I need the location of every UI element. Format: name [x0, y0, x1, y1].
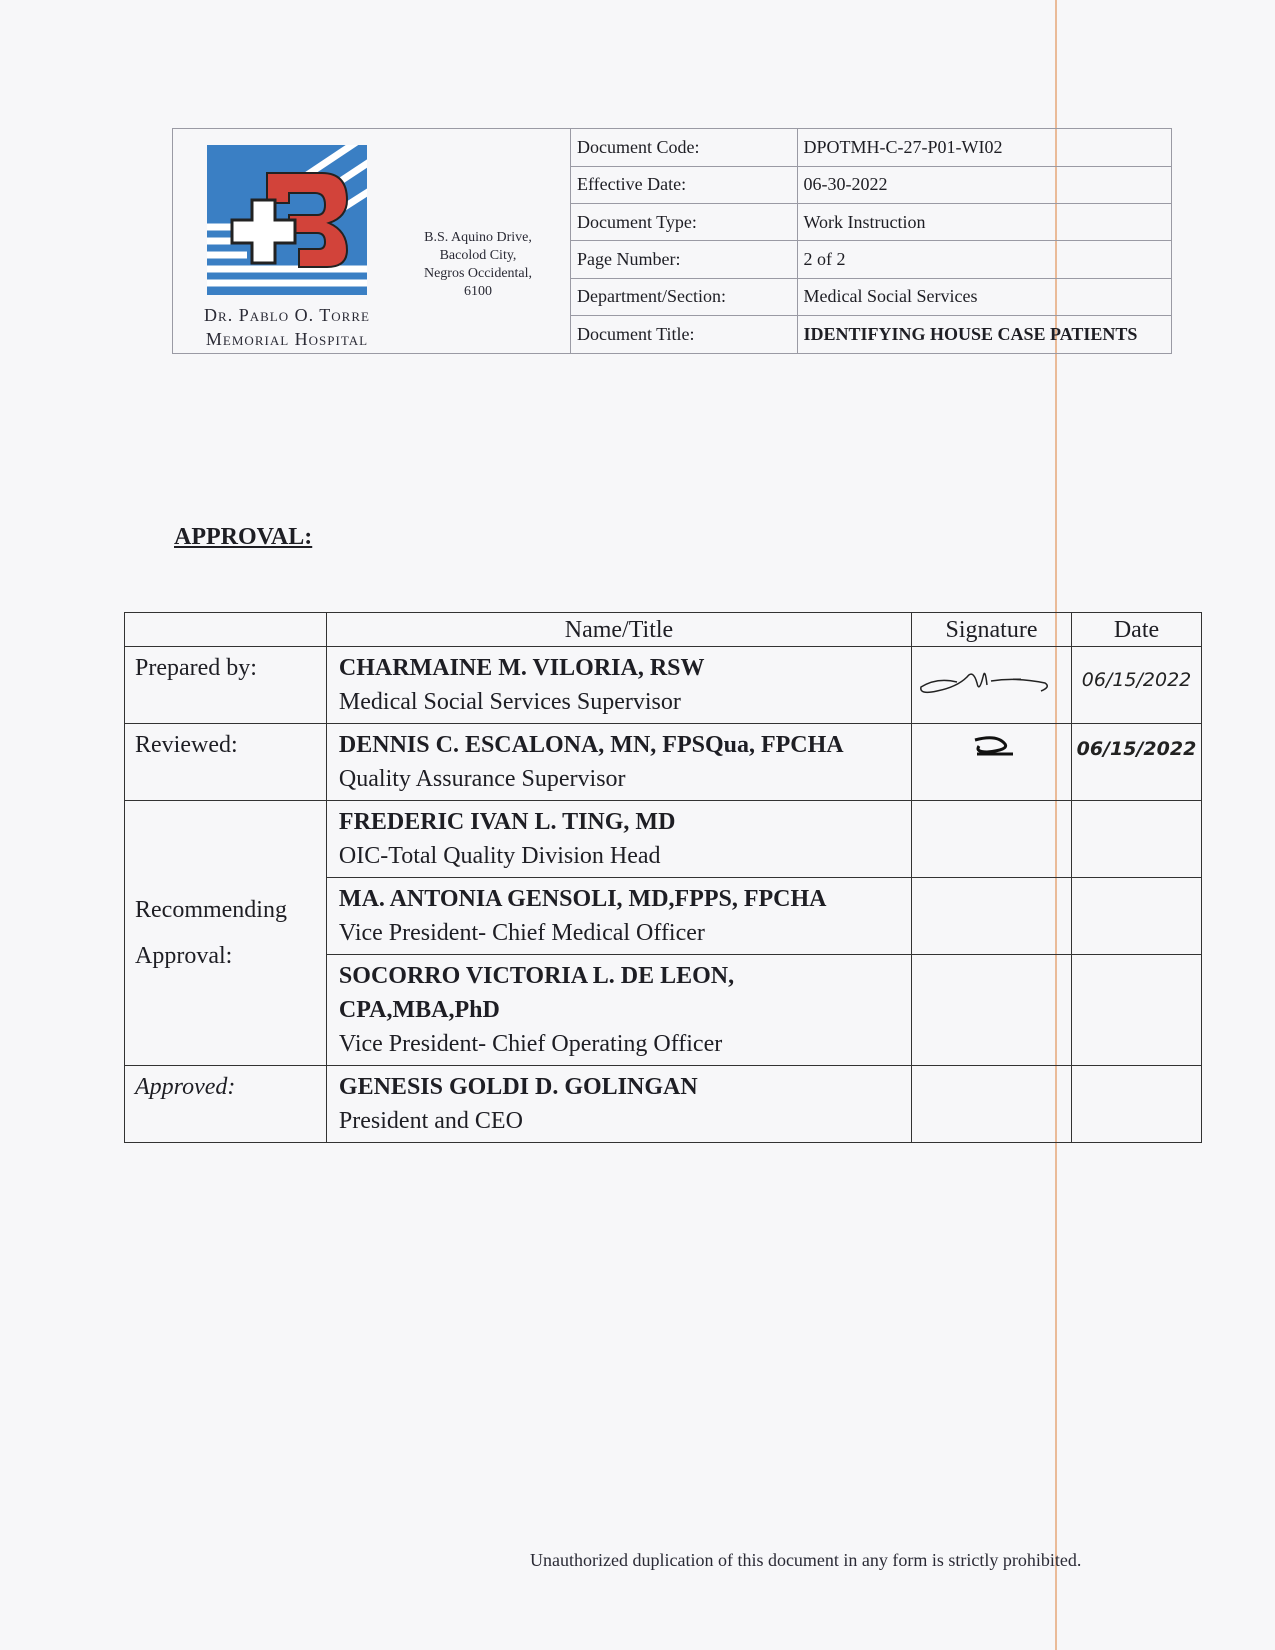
approver-title: Quality Assurance Supervisor [338, 766, 626, 792]
name-title-cell [326, 724, 911, 801]
date-cell [1071, 647, 1201, 724]
info-value: DPOTMH-C-27-P01-WI02 [797, 129, 1171, 166]
info-label: Document Type: [571, 204, 797, 241]
signature-cell [912, 724, 1072, 801]
info-label: Department/Section: [571, 278, 797, 315]
info-row [571, 316, 1171, 353]
name-title-cell [326, 1066, 911, 1143]
hospital-name-line2: Memorial Hospital [205, 329, 369, 349]
column-header: Signature [912, 613, 1072, 647]
date-cell [1071, 801, 1201, 878]
info-label: Effective Date: [571, 166, 797, 203]
name-title-cell [326, 801, 911, 878]
approver-title: President and CEO [338, 1108, 523, 1134]
info-label: Document Code: [571, 129, 797, 166]
approval-row [125, 647, 1202, 724]
approver-title: Vice President- Chief Operating Officer [338, 1031, 723, 1057]
address-line: B.S. Aquino Drive, [424, 230, 532, 245]
signature-cell [912, 878, 1072, 955]
info-value: Work Instruction [797, 204, 1171, 241]
signed-date: 06/15/2022 [1081, 669, 1192, 691]
address-line: Negros Occidental, [423, 266, 533, 281]
info-row [571, 129, 1171, 166]
info-value: 2 of 2 [797, 241, 1171, 278]
info-row [571, 241, 1171, 278]
hospital-address [403, 229, 553, 301]
approver-title: OIC-Total Quality Division Head [338, 843, 661, 869]
approver-name: FREDERIC IVAN L. TING, MD [338, 809, 676, 835]
date-cell [1071, 955, 1201, 1066]
approval-header-row [125, 613, 1202, 647]
approval-heading: APPROVAL: [174, 524, 313, 550]
role-label: Recommending Approval: [125, 801, 327, 1066]
name-title-cell [326, 878, 911, 955]
info-label: Page Number: [571, 241, 797, 278]
approval-table [124, 612, 1202, 1143]
approval-row [125, 724, 1202, 801]
info-value: Medical Social Services [797, 278, 1171, 315]
footer-notice: Unauthorized duplication of this document in any form is strictly prohibited. [530, 1550, 1082, 1570]
signature-cell [912, 801, 1072, 878]
approver-name: CHARMAINE M. VILORIA, RSW [338, 655, 705, 681]
info-value: 06-30-2022 [797, 166, 1171, 203]
approver-title: Vice President- Chief Medical Officer [338, 920, 705, 946]
column-header: Date [1071, 613, 1201, 647]
document-info-table [571, 129, 1171, 353]
signature-image [917, 647, 1067, 707]
signature-cell [912, 955, 1072, 1066]
date-cell [1071, 878, 1201, 955]
signature-cell [912, 1066, 1072, 1143]
approver-name: MA. ANTONIA GENSOLI, MD,FPPS, FPCHA [338, 886, 827, 912]
document-title: IDENTIFYING HOUSE CASE PATIENTS [803, 324, 1138, 345]
info-row [571, 166, 1171, 203]
signature-cell [912, 647, 1072, 724]
info-row [571, 278, 1171, 315]
date-cell [1071, 1066, 1201, 1143]
role-label: Prepared by: [125, 647, 327, 724]
approver-name: SOCORRO VICTORIA L. DE LEON, CPA,MBA,PhD [338, 963, 735, 1023]
address-line: Bacolod City, [439, 248, 517, 263]
hospital-logo [207, 145, 367, 305]
approver-title: Medical Social Services Supervisor [338, 689, 681, 715]
name-title-cell [326, 955, 911, 1066]
date-cell [1071, 724, 1201, 801]
logo-cell [173, 129, 571, 353]
column-header [125, 613, 327, 647]
name-title-cell [326, 647, 911, 724]
address-line: 6100 [464, 284, 492, 299]
info-label: Document Title: [571, 316, 797, 353]
signature-image [917, 724, 1067, 774]
hospital-name-line1: Dr. Pablo O. Torre [204, 305, 370, 325]
approval-row [125, 801, 1202, 878]
role-label: Approved: [125, 1066, 327, 1143]
info-row [571, 204, 1171, 241]
document-header [172, 128, 1172, 354]
role-label: Reviewed: [125, 724, 327, 801]
approver-name: DENNIS C. ESCALONA, MN, FPSQua, FPCHA [338, 732, 844, 758]
approval-row [125, 1066, 1202, 1143]
approver-name: GENESIS GOLDI D. GOLINGAN [338, 1074, 698, 1100]
column-header: Name/Title [326, 613, 911, 647]
signed-date: 06/15/2022 [1076, 738, 1197, 760]
hospital-name [187, 303, 387, 351]
